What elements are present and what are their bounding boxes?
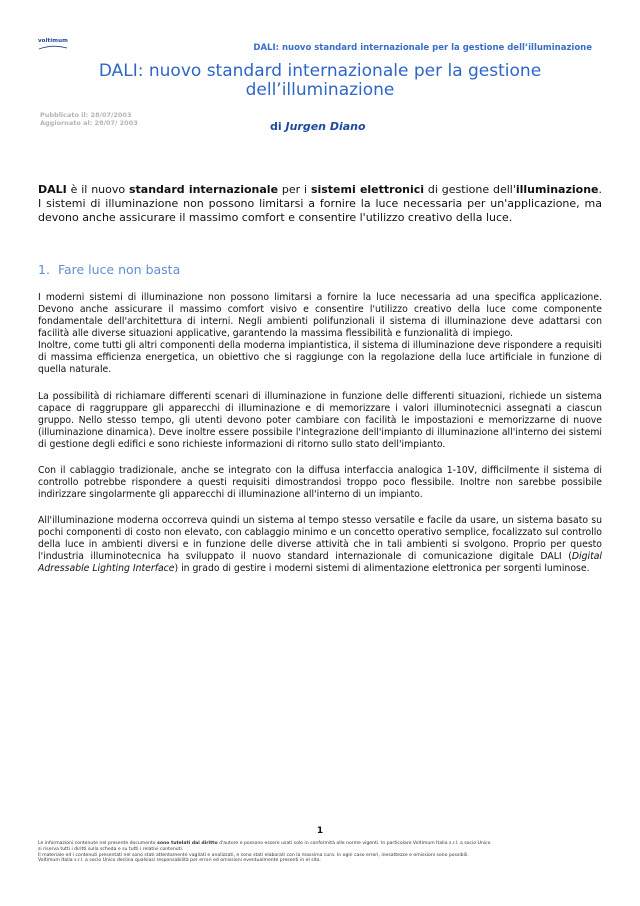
body-paragraph-4 xyxy=(38,515,602,575)
logo-swoosh-icon xyxy=(38,45,68,50)
title-line-1: DALI: nuovo standard internazionale per la gestione xyxy=(98,61,542,81)
intro-sistemi: sistemi elettronici xyxy=(310,183,425,196)
legal-footer xyxy=(38,841,602,864)
body-paragraph-4-end: ) in grado di gestire i moderni sistemi di alimentazione elettronica per sorgenti luminose. xyxy=(174,563,590,574)
voltimum-logo xyxy=(38,38,68,52)
running-header: DALI: nuovo standard internazionale per la gestione dell’illuminazione xyxy=(253,43,592,53)
footer-line-1b: sono tutelati dai diritto xyxy=(157,841,218,846)
intro-text-2: per i xyxy=(278,183,311,196)
body-paragraph-1a: I moderni sistemi di illuminazione non possono limitarsi a fornire la luce necessaria ad una specifica applicazione. Devono anche assicurare il massimo comfort visivo e consentire l'utilizzo creativo della luce come componente fondamentale dell'architettura di interni. Negli ambienti polifunzionali il sistema di illuminazione deve adattarsi con facilità alle diverse situazioni applicative, garantendo la massima flessibilità e funzionalità di impiego. xyxy=(38,292,602,339)
intro-dali: DALI xyxy=(38,183,67,196)
section-title: Fare luce non basta xyxy=(57,262,181,277)
author-line xyxy=(270,120,366,133)
updated-date: Aggiornato al: 28/07/ 2003 xyxy=(40,119,138,127)
footer-line-3: Il materiale ed i contenuti presentati nel sono stati attentamente vagliati e analizzati, e sono stati elaborati con la massima cura. In ogni caso errori, inesattezze e omissioni sono possibili. xyxy=(38,852,469,858)
intro-standard: standard internazionale xyxy=(128,183,279,196)
intro-text-4: . I sistemi di illuminazione non possono limitarsi a fornire la luce necessaria per un'applicazione, ma devono anche assicurare il massimo comfort e consentire l'utilizzo creativo della luce. xyxy=(38,183,602,224)
body-paragraph-4-start: All'illuminazione moderna occorreva quindi un sistema al tempo stesso versatile e facile da usare, un sistema basato su pochi componenti di costo non elevato, con cablaggio minimo e un concetto operativo semplice, focalizzato sul controllo della luce in ambienti diversi e in funzione delle diverse attività che in tali ambienti si svolgono. Proprio per questo l'industria illuminotecnica ha sviluppato il nuovo standard internazionale di comunicazione digitale DALI ( xyxy=(38,515,602,562)
footer-line-1a: Le informazioni contenute nel presente documento xyxy=(38,841,158,846)
logo-text: voltimum xyxy=(38,38,68,44)
publication-dates xyxy=(40,111,138,127)
footer-line-2: si riserva tutti i diritti sulla scheda e su tutti i relativi contenuti. xyxy=(38,846,184,852)
body-paragraph-1b: Inoltre, come tutti gli altri componenti della moderna impiantistica, il sistema di illuminazione deve rispondere a requisiti di massima efficienza energetica, un obiettivo che si raggiunge con la regolazione della luce artificiale in funzione di quella naturale. xyxy=(38,340,602,375)
dali-acronym-expansion: Digital Adressable Lighting Interface xyxy=(38,551,602,574)
body-paragraph-3: Con il cablaggio tradizionale, anche se integrato con la diffusa interfaccia analogica 1-10V, difficilmente il sistema di controllo potrebbe rispondere a questi requisiti dimostrandosi troppo poco flessibile. Inoltre non sarebbe possibile indirizzare singolarmente gli apparecchi di illuminazione all'interno di un impianto. xyxy=(38,465,602,500)
body-paragraph-2: La possibilità di richiamare differenti scenari di illuminazione in funzione delle differenti situazioni, richiede un sistema capace di raggruppare gli apparecchi di illuminazione e di memorizzare i valori illuminotecnici assegnati a ciascun gruppo. Nello stesso tempo, gli utenti devono poter cambiare con facilità le impostazioni e memorizzarne di nuove (illuminazione dinamica). Deve inoltre essere possibile l'integrazione dell'impianto di illuminazione all'interno dei sistemi di gestione degli edifici e sono richieste informazioni di ritorno sullo stato dell'impianto. xyxy=(38,391,602,450)
author-prefix: di xyxy=(270,120,282,133)
intro-paragraph xyxy=(38,183,602,225)
footer-line-1c: d'autore e possono essere usati solo in conformità alle norme vigenti. In particolare Voltimum Italia s.r.l. a socio Unico xyxy=(217,841,491,846)
page-title xyxy=(80,62,560,100)
section-number: 1. xyxy=(38,262,50,277)
footer-line-4: Voltimum Italia s.r.l. a socio Unico declina qualsiasi responsabilità per errori ed omissioni eventualmente presenti in el sito. xyxy=(38,858,321,864)
intro-text-1: è il nuovo xyxy=(66,183,129,196)
title-line-2: dell’illuminazione xyxy=(245,80,395,100)
published-date: Pubblicato il: 28/07/2003 xyxy=(40,111,132,119)
author-name: Jurgen Diano xyxy=(285,120,366,133)
page-number: 1 xyxy=(316,826,324,836)
intro-text-3: di gestione dell' xyxy=(424,183,516,196)
body-paragraph-1 xyxy=(38,292,602,376)
intro-illuminazione: illuminazione xyxy=(515,183,599,196)
section-heading xyxy=(38,262,180,277)
